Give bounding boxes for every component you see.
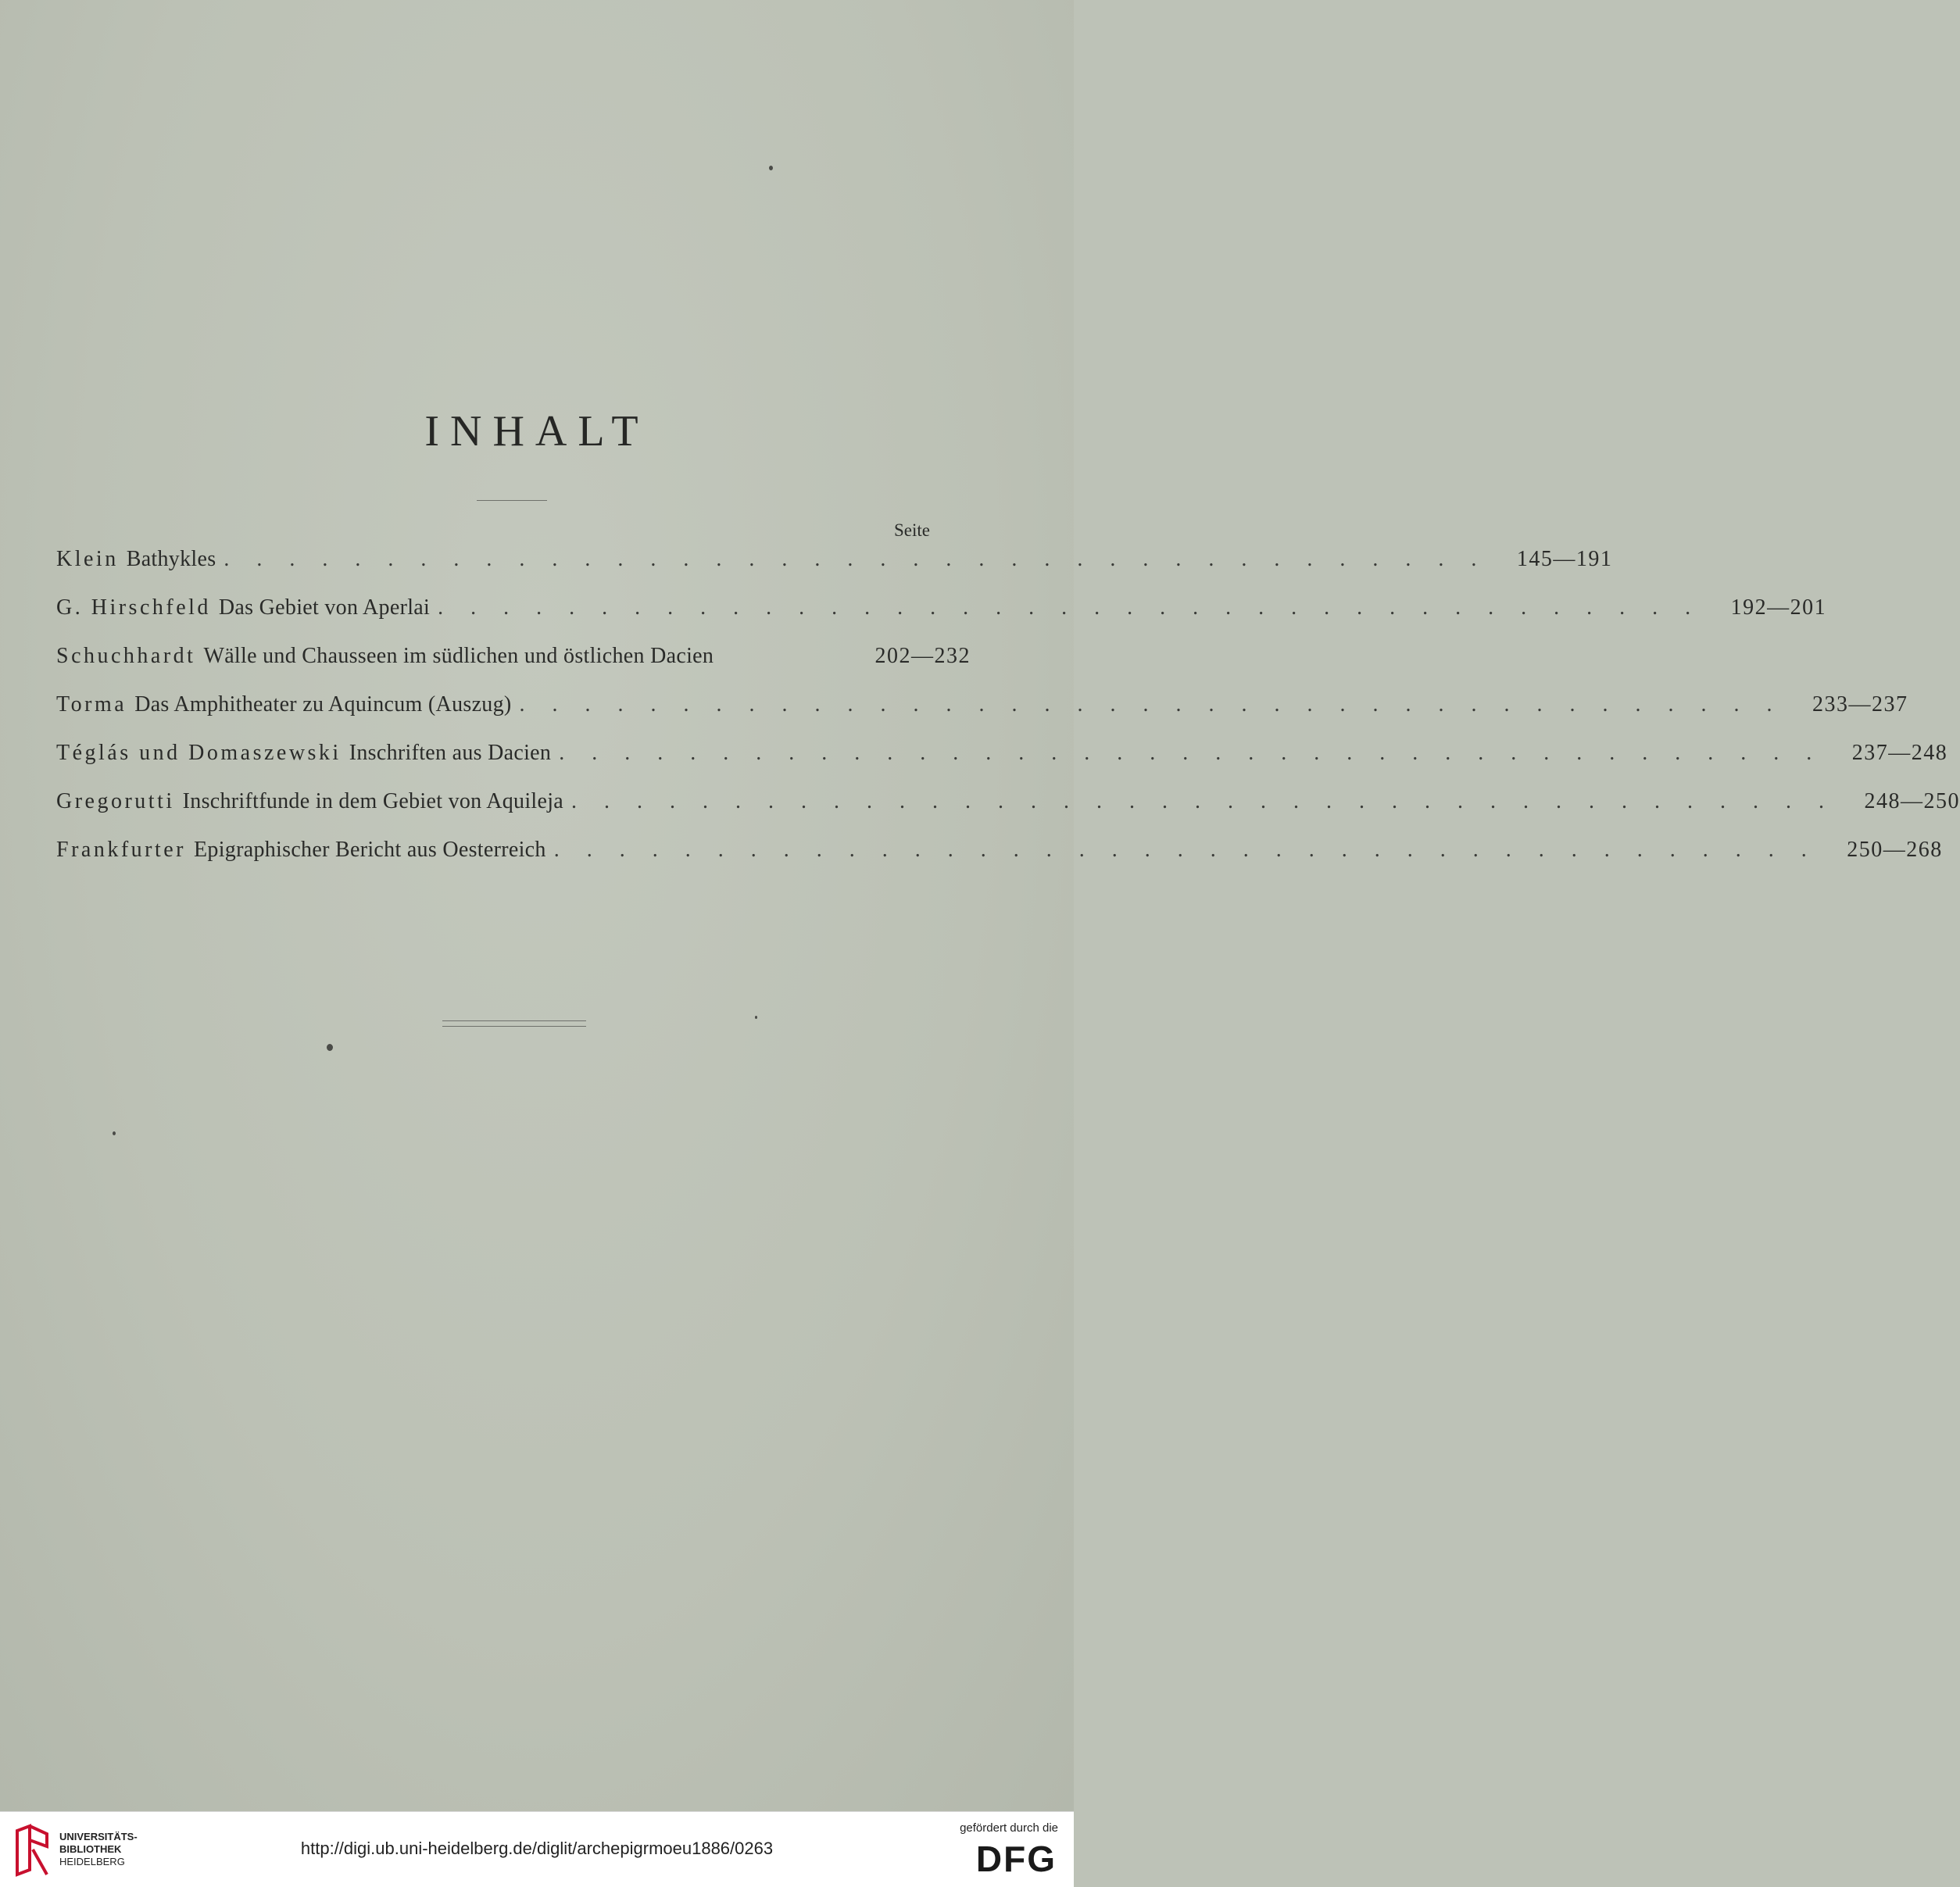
toc-pages: 145—191 [1516, 547, 1613, 571]
toc-entry [56, 644, 971, 692]
toc-title: Bathykles [126, 547, 216, 571]
ink-speck [327, 1044, 333, 1051]
toc-author: Frankfurter [56, 838, 187, 862]
closing-double-rule [442, 1020, 586, 1027]
library-name-line: HEIDELBERG [59, 1856, 125, 1867]
toc-leader-dots: . . . . . . . . . . . . . . . . . . . . . . . . . . . . . . . . . . . . . . . [438, 595, 1702, 620]
heading-divider [477, 500, 547, 501]
toc-leader-dots: . . . . . . . . . . . . . . . . . . . . . . . . . . . . . . . . . . . . . . . [519, 692, 1783, 717]
toc-entry [56, 595, 1827, 644]
toc-author: Klein [56, 547, 119, 571]
toc-entry [56, 838, 1943, 886]
dfg-logo: DFG [975, 1839, 1057, 1879]
toc-entry [56, 547, 1613, 595]
toc-pages: 233—237 [1812, 692, 1908, 717]
toc-leader-dots: . . . . . . . . . . . . . . . . . . . . . . . . . . . . . . . . . . . . . . . [224, 547, 1488, 571]
sponsor-caption: gefördert durch die [960, 1821, 1058, 1835]
toc-author: Torma [56, 692, 127, 717]
toc-leader-dots: . . . . . . . . . . . . . . . . . . . . . . . . . . . . . . . . . . . . . . . [559, 741, 1823, 765]
toc-pages: 202—232 [874, 644, 971, 668]
toc-pages: 192—201 [1730, 595, 1827, 620]
toc-title: Inschriften aus Dacien [349, 741, 552, 765]
library-name-line: UNIVERSITÄTS- [59, 1831, 138, 1842]
permalink-url[interactable]: http://digi.ub.uni-heidelberg.de/diglit/archepigrmoeu1886/0263 [300, 1839, 774, 1858]
toc-leader-dots: . . . . . . . . . . . . . . . . . . . . . . . . . . . . . . . . . . . . . . . [571, 789, 1836, 813]
page-column-label: Seite [894, 520, 930, 540]
toc-author: Gregorutti [56, 789, 175, 813]
library-name-line: BIBLIOTHEK [59, 1843, 122, 1855]
toc-author: Schuchhardt [56, 644, 196, 668]
toc-pages: 248—250 [1864, 789, 1960, 813]
toc-title: Inschriftfunde in dem Gebiet von Aquileja [182, 789, 564, 813]
toc-leader-dots: . . . . . . . . . . . . . . . . . . . . . . . . . . . . . . . . . . . . . . . [553, 838, 1818, 862]
toc-title: Wälle und Chausseen im südlichen und östlichen Dacien [203, 644, 714, 668]
ink-speck [755, 1016, 757, 1019]
toc-entry [56, 741, 1948, 789]
toc-entry [56, 692, 1908, 741]
toc-author: Téglás und Domaszewski [56, 741, 342, 765]
toc-title: Das Gebiet von Aperlai [218, 595, 431, 620]
ink-speck [769, 166, 773, 170]
ink-speck [113, 1131, 116, 1135]
toc-entry [56, 789, 1960, 838]
toc-pages: 250—268 [1847, 838, 1943, 862]
toc-title: Epigraphischer Bericht aus Oesterreich [194, 838, 546, 862]
page-heading: INHALT [424, 407, 649, 456]
toc-author: G. Hirschfeld [56, 595, 211, 620]
footer-bar [0, 1811, 1074, 1887]
table-of-contents [56, 547, 1960, 886]
toc-pages: 237—248 [1851, 741, 1948, 765]
toc-title: Das Amphitheater zu Aquincum (Auszug) [134, 692, 512, 717]
